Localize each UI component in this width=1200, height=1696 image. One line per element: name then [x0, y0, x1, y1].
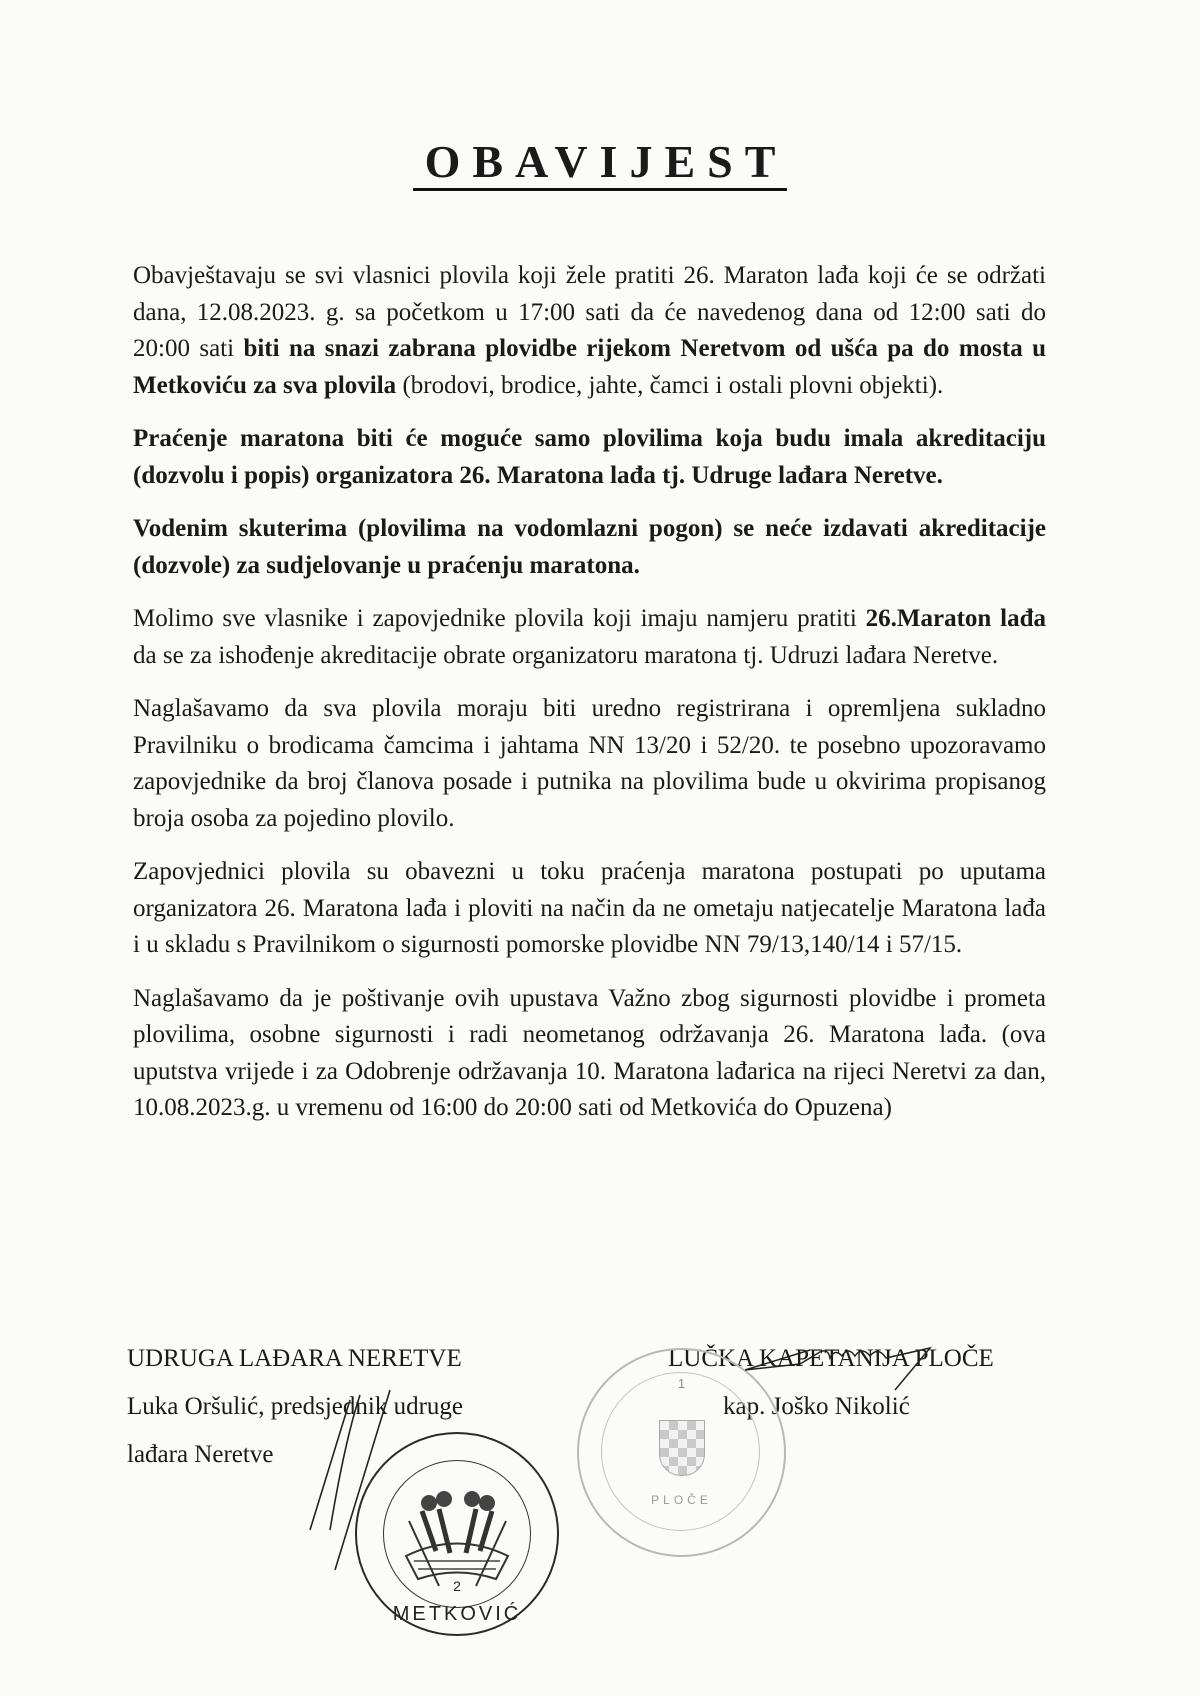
- paragraph: [133, 854, 1046, 964]
- signer-name: kap. Joško Nikolić: [723, 1393, 910, 1420]
- bold-text-segment: Praćenje maratona biti će moguće samo plovilima koja budu imala akreditaciju (dozvolu i popis) organizatora 26. Maratona lađa tj. Udruge lađara Neretve.: [133, 425, 1046, 489]
- handwritten-signature-left: [290, 1380, 490, 1580]
- document-title: OBAVIJEST: [0, 135, 1200, 191]
- paragraph: [133, 511, 1046, 584]
- text-segment: Molimo sve vlasnike i zapovjednike plovila koji imaju namjeru pratiti: [133, 605, 866, 632]
- text-segment: Zapovjednici plovila su obavezni u toku praćenja maratona postupati po uputama organizatora 26. Maratona lađa i ploviti na način da ne ometaju natjecatelje Maratona lađa i u skladu s Pravilnikom o sigurnosti pomorske plovidbe NN 79/13,140/14 i 57/15.: [133, 858, 1046, 958]
- paragraph: [133, 691, 1046, 837]
- bold-text-segment: 26.Maraton lađa: [865, 605, 1046, 632]
- bold-text-segment: biti na snazi zabrana plovidbe rijekom Neretvom od ušća pa do mosta u Metkoviću za sva plovila: [133, 335, 1046, 399]
- stamp-city: PLOČE: [651, 1493, 712, 1507]
- text-segment: Naglašavamo da sva plovila moraju biti uredno registrirana i opremljena sukladno Pravilniku o brodicama čamcima i jahtama NN 13/20 i 52/20. te posebno upozoravamo zapovjednike da broj članova posade i putnika na plovilima bude u okvirima propisanog broja osoba za pojedino plovilo.: [133, 695, 1046, 832]
- signer-name: Luka Oršulić, predsjednik udruge: [127, 1393, 464, 1420]
- document-body: [133, 258, 1046, 1144]
- paragraph: [133, 421, 1046, 494]
- handwritten-signature-right: [740, 1340, 980, 1400]
- stamp-number: 1: [677, 1376, 686, 1391]
- stamp-number: 2: [453, 1578, 461, 1594]
- text-segment: da se za ishođenje akreditacije obrate organizatoru maratona tj. Udruzi lađara Neretve.: [133, 641, 999, 669]
- bold-text-segment: Vodenim skuterima (plovilima na vodomlazni pogon) se neće izdavati akreditacije (dozvole) za sudjelovanje u praćenju maratona.: [133, 515, 1046, 579]
- stamp-city: METKOVIĆ: [392, 1603, 522, 1625]
- paragraph: [133, 981, 1046, 1127]
- organization-name: LUČKA KAPETANIJA PLOČE: [668, 1345, 994, 1372]
- organization-name: UDRUGA LAĐARA NERETVE: [127, 1345, 462, 1372]
- text-segment: Naglašavamo da je poštivanje ovih upustava Važno zbog sigurnosti plovidbe i prometa plovilima, osobne sigurnosti i radi neometanog održavanja 26. Maratona lađa. (ova uputstva vrijede i za Odobrenje održavanja 10. Maratona lađarica na rijeci Neretvi za dan, 10.08.2023.g. u vremenu od 16:00 do 20:00 sati od Metkovića do Opuzena): [133, 984, 1046, 1121]
- coat-of-arms-icon: [659, 1420, 705, 1476]
- text-segment: Obavještavaju se svi vlasnici plovila koji žele pratiti 26. Maraton lađa koji će se održati dana, 12.08.2023. g. sa početkom u 17:00 sati da će navedenog dana od 12:00 sati do 20:00 sati: [133, 262, 1046, 362]
- signer-title: lađara Neretve: [127, 1441, 274, 1468]
- text-segment: (brodovi, brodice, jahte, čamci i ostali plovni objekti).: [396, 371, 944, 399]
- paragraph: [133, 601, 1046, 674]
- paragraph: [133, 258, 1046, 404]
